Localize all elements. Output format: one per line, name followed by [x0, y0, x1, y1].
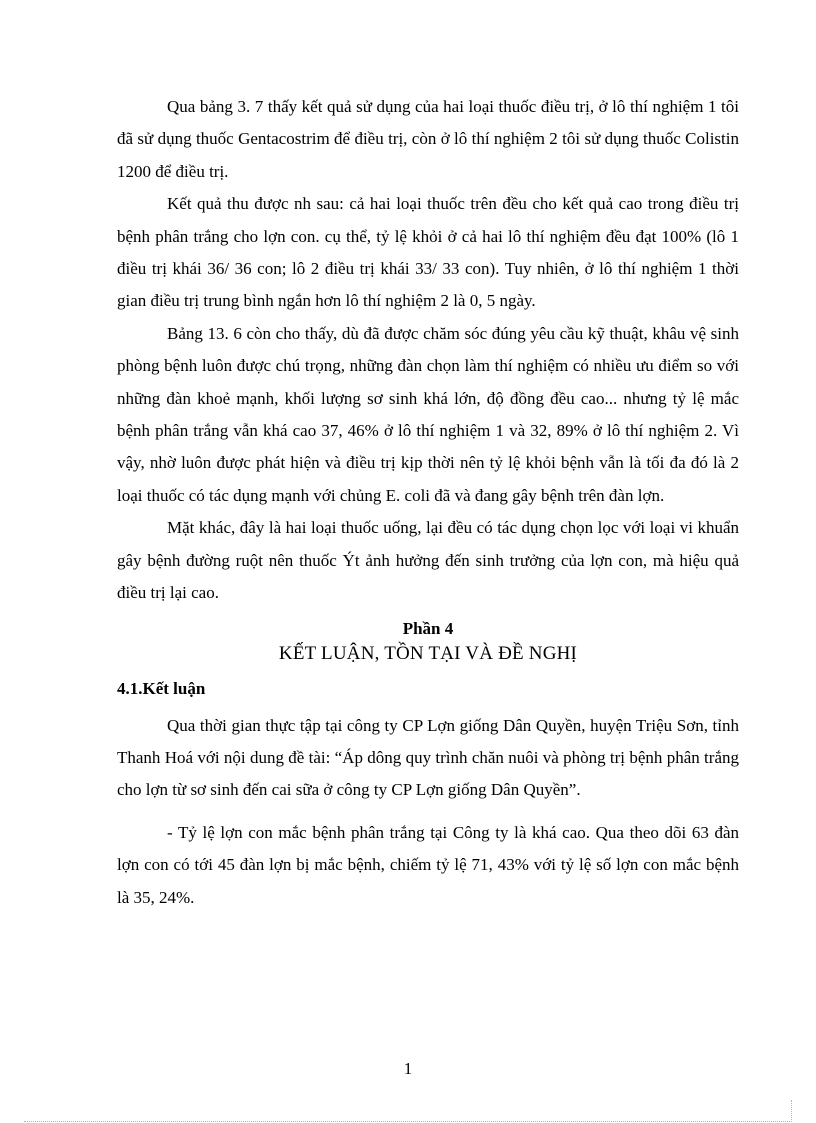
section-heading: 4.1.Kết luận	[117, 678, 206, 698]
part-title: KẾT LUẬN, TỒN TẠI VÀ ĐỀ NGHỊ	[278, 642, 578, 664]
document-body	[117, 91, 739, 914]
part-label: Phần 4	[402, 618, 454, 638]
body-paragraph: Qua bảng 3. 7 thấy kết quả sử dụng của hai loại thuốc điều trị, ở lô thí nghiệm 1 tôi đã sử dụng thuốc Gentacostrim để điều trị, còn ở lô thí nghiệm 2 tôi sử dụng thuốc Colistin 1200 để điều trị.	[117, 97, 739, 181]
page-border-corner	[791, 1100, 792, 1122]
body-paragraph: Mặt khác, đây là hai loại thuốc uống, lại đều có tác dụng chọn lọc với loại vi khuẩn gây bệnh đường ruột nên thuốc Ýt ảnh hưởng đến sinh trưởng của lợn con, mà hiệu quả điều trị lại cao.	[117, 518, 739, 603]
page-border-bottom	[24, 1121, 792, 1122]
body-paragraph: Kết quả thu được nh sau: cả hai loại thuốc trên đều cho kết quả cao trong điều trị bệnh phân trắng cho lợn con. cụ thể, tỷ lệ khỏi ở cả hai lô thí nghiệm đều đạt 100% (lô 1 điều trị khái 36/ 36 con; lô 2 điều trị khái 33/ 33 con). Tuy nhiên, ở lô thí nghiệm 1 thời gian điều trị trung bình ngắn hơn lô thí nghiệm 2 là 0, 5 ngày.	[117, 194, 739, 311]
body-paragraph: Bảng 13. 6 còn cho thấy, dù đã được chăm sóc đúng yêu cầu kỹ thuật, khâu vệ sinh phòng bệnh luôn được chú trọng, những đàn chọn làm thí nghiệm có nhiều ưu điểm so với những đàn khoẻ mạnh, khối lượng sơ sinh khá lớn, độ đồng đều cao... nhưng tỷ lệ mắc bệnh phân trắng vẫn khá cao 37, 46% ở lô thí nghiệm 1 và 32, 89% ở lô thí nghiệm 2. Vì vậy, nhờ luôn được phát hiện và điều trị kịp thời nên tỷ lệ khỏi bệnh vẫn là tối đa đó là 2 loại thuốc có tác dụng mạnh với chủng E. coli đã và đang gây bệnh trên đàn lợn.	[117, 323, 739, 505]
page-number: 1	[403, 1059, 413, 1078]
body-paragraph: Qua thời gian thực tập tại công ty CP Lợn giống Dân Quyền, huyện Triệu Sơn, tỉnh Thanh Hoá với nội dung đề tài: “Áp dông quy trình chăn nuôi và phòng trị bệnh phân trắng cho lợn từ sơ sinh đến cai sữa ở công ty CP Lợn giống Dân Quyền”.	[117, 715, 739, 800]
conclusion-item: - Tỷ lệ lợn con mắc bệnh phân trắng tại Công ty là khá cao. Qua theo dõi 63 đàn lợn con có tới 45 đàn lợn bị mắc bệnh, chiếm tỷ lệ 71, 43% với tỷ lệ số lợn con mắc bệnh là 35, 24%.	[117, 822, 739, 907]
